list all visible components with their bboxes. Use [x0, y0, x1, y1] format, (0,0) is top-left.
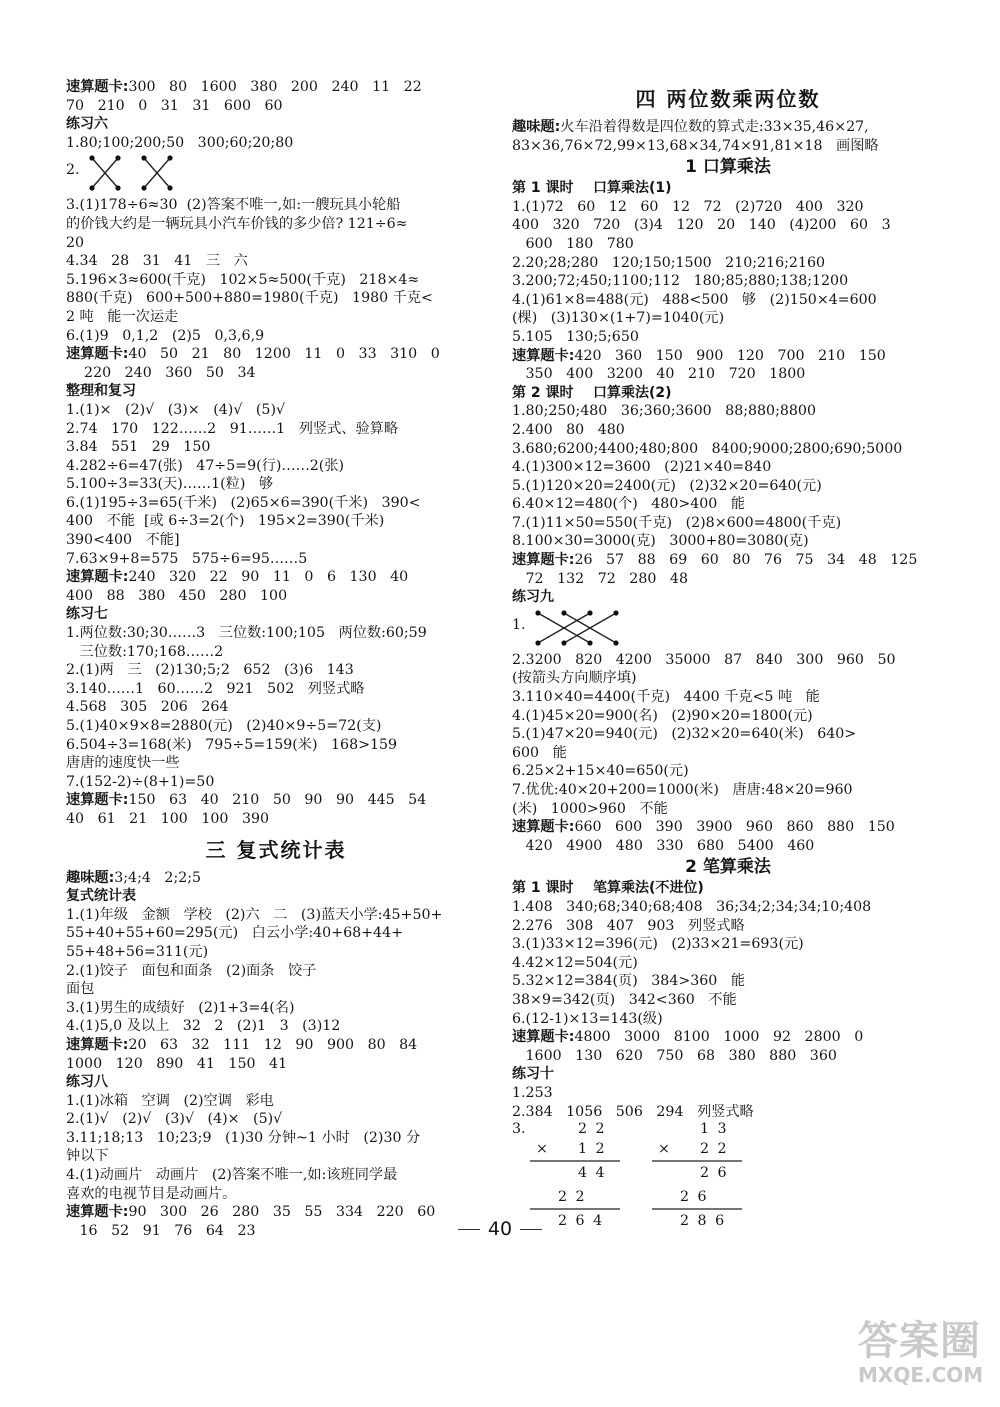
answer-line	[512, 532, 944, 551]
answer-line	[66, 252, 486, 271]
answer-line-text: 2.384 1056 506 294 列竖式略	[512, 1103, 754, 1120]
answer-line-lead: 速算题卡:	[66, 792, 129, 809]
answer-line	[66, 457, 486, 476]
answer-line	[512, 837, 944, 856]
answer-line	[512, 477, 944, 496]
answer-line-text: 20 63 32 111 12 90 900 80 84	[128, 1036, 418, 1053]
answer-line-text: 5.196×3≈600(千克) 102×5≈500(千克) 218×4≈	[66, 271, 420, 288]
answer-line-text: 16 52 91 76 64 23	[66, 1222, 256, 1239]
answer-line	[512, 725, 944, 744]
answer-line-text: 3.(1)178÷6≈30 (2)答案不唯一,如:一艘玩具小轮船	[66, 197, 401, 214]
answer-line	[66, 494, 486, 513]
answer-line-text: 1000 120 890 41 150 41	[66, 1055, 288, 1072]
answer-line-text: 600 180 780	[512, 235, 634, 252]
vertical-top: 2 2	[578, 1121, 607, 1138]
chapter-title: 三 复式统计表	[205, 837, 347, 862]
answer-line	[66, 512, 486, 531]
answer-line	[66, 1166, 486, 1185]
answer-line	[66, 661, 486, 680]
answer-line	[66, 401, 486, 420]
answer-line-text: 6.25×2+15×40=650(元)	[512, 763, 689, 780]
answer-line	[66, 1055, 486, 1074]
answer-line	[66, 698, 486, 717]
answer-line-text: 390<400 不能]	[66, 532, 180, 549]
answer-line	[512, 458, 944, 477]
answer-line	[66, 624, 486, 643]
answer-line	[512, 744, 944, 763]
answer-line-text: 2.74 170 122……2 91……1 列竖式、验算略	[66, 420, 399, 437]
item-number: 1.	[512, 616, 526, 633]
answer-line-text: 1.80;100;200;50 300;60;20;80	[66, 134, 294, 151]
answer-line-text: 3.(1)男生的成绩好 (2)1+3=4(名)	[66, 999, 295, 1016]
item-number: 2.	[66, 162, 80, 179]
answer-line-text: 7.优优:40×20+200=1000(米) 唐唐:48×20=960	[512, 782, 853, 798]
answer-line	[66, 475, 486, 494]
exercise-heading: 练习九	[512, 589, 554, 606]
exercise-heading: 练习六	[66, 116, 108, 133]
multiply-sign: ×	[658, 1141, 670, 1158]
answer-line	[66, 924, 486, 943]
answer-line	[512, 421, 944, 440]
answer-line-text: 4.34 28 31 41 三 六	[66, 253, 248, 270]
answer-line	[66, 438, 486, 457]
answer-line	[512, 781, 944, 800]
answer-line-text: 三位数:170;168……2	[66, 643, 224, 660]
answer-line	[66, 550, 486, 569]
answer-line	[66, 1185, 486, 1204]
answer-line-text: 火车沿着得数是四位数的算式走:33×35,46×27,	[560, 119, 869, 135]
vertical-p1: 2 6	[700, 1165, 729, 1182]
vertical-res: 2 8 6	[680, 1213, 727, 1230]
answer-line-text: 420 4900 480 330 680 5400 460	[512, 837, 815, 854]
answer-line-text: 5.(1)47×20=940(元) (2)32×20=640(米) 640>	[512, 726, 857, 743]
answer-line	[512, 272, 944, 291]
answer-line	[66, 943, 486, 962]
answer-line-text: 5.100÷3=33(天)……1(粒) 够	[66, 476, 274, 493]
answer-line-text: (棵) (3)130×(1+7)=1040(元)	[512, 310, 725, 327]
multiply-sign: ×	[536, 1141, 548, 1158]
exercise-heading: 第 2 课时 口算乘法(2)	[512, 384, 672, 401]
answer-line	[512, 669, 944, 688]
answer-line-text: 90 300 26 280 35 55 334 220 60	[128, 1204, 436, 1221]
answer-line	[66, 364, 486, 383]
answer-line-text: 83×36,76×72,99×13,68×34,74×91,81×18 画图略	[512, 137, 879, 154]
answer-line-text: 3.84 551 29 150	[66, 439, 211, 456]
answer-line-text: 1.408 340;68;340;68;408 36;34;2;34;34;10;408	[512, 898, 872, 915]
answer-line-text: 1.(1)年级 金额 学校 (2)六 二 (3)蓝天小学:45+50+	[66, 906, 443, 923]
answer-line	[66, 717, 486, 736]
answer-line-text: 3.200;72;450;1100;112 180;85;880;138;1200	[512, 273, 849, 290]
answer-line-text: 4.(1)动画片 动画片 (2)答案不唯一,如:该班同学最	[66, 1167, 398, 1184]
answer-line	[512, 1103, 944, 1122]
answer-line-text: 420 360 150 900 120 700 210 150	[574, 347, 886, 364]
answer-line-lead: 速算题卡:	[66, 346, 129, 363]
answer-line-text: 72 132 72 280 48	[512, 570, 688, 587]
answer-line	[66, 980, 486, 999]
watermark-logo	[858, 1318, 988, 1394]
answer-line	[66, 196, 486, 215]
answer-line	[512, 118, 944, 137]
exercise-heading: 第 1 课时 笔算乘法(不进位)	[512, 880, 704, 897]
answer-line	[512, 935, 944, 954]
answer-line-text: 400 88 380 450 280 100	[66, 587, 288, 604]
answer-line-text: 面包	[66, 981, 95, 998]
answer-line	[512, 762, 944, 781]
answer-line-text: 4.(1)61×8=488(元) 488<500 够 (2)150×4=600	[512, 291, 877, 308]
answer-line	[66, 1092, 486, 1111]
exercise-heading: 第 1 课时 口算乘法(1)	[512, 180, 672, 197]
answer-line-text: 220 240 360 50 34	[66, 364, 256, 381]
answer-line-text: 7.(152-2)÷(8+1)=50	[66, 773, 215, 790]
answer-line	[66, 587, 486, 606]
answer-line	[66, 327, 486, 346]
answer-line-lead: 速算题卡:	[512, 819, 575, 836]
vertical-mul: 2 2	[700, 1141, 729, 1158]
answer-line-lead: 速算题卡:	[66, 1036, 129, 1053]
answer-line	[512, 800, 944, 819]
answer-line-text: 3.11;18;13 10;23;9 (1)30 分钟~1 小时 (2)30 分	[66, 1129, 421, 1146]
answer-line	[66, 1129, 486, 1148]
answer-line	[66, 869, 486, 888]
answer-line	[66, 791, 486, 810]
answer-line-lead: 速算题卡:	[66, 1204, 129, 1221]
answer-line-text: 4.(1)5,0 及以上 32 2 (2)1 3 (3)12	[66, 1018, 341, 1035]
answer-line	[512, 291, 944, 310]
answer-line	[66, 1036, 486, 1055]
answer-line-lead: 速算题卡:	[66, 79, 129, 95]
answer-line	[512, 570, 944, 589]
answer-line	[512, 1047, 944, 1066]
vertical-p1: 4 4	[578, 1165, 607, 1182]
answer-line-text: 3;4;4 2;2;5	[114, 869, 202, 886]
answer-line-text: 40 50 21 80 1200 11 0 33 310 0	[128, 346, 440, 363]
page-number: 40	[0, 1218, 1000, 1240]
answer-line	[512, 137, 944, 156]
answer-line	[512, 551, 944, 570]
answer-line	[66, 215, 486, 234]
answer-line-text: 6.40×12=480(个) 480>400 能	[512, 496, 746, 513]
answer-line	[66, 568, 486, 587]
answer-line-text: 600 能	[512, 744, 567, 761]
answer-line-text: 4800 3000 8100 1000 92 2800 0	[574, 1029, 864, 1046]
answer-line	[512, 818, 944, 837]
section-title: 1 口算乘法	[685, 157, 771, 178]
answer-line-text: 3.140……1 60……2 921 502 列竖式略	[66, 680, 365, 697]
answer-line-text: 2.400 80 480	[512, 421, 625, 438]
answer-line-text: 6.(12-1)×13=143(级)	[512, 1010, 663, 1027]
answer-line	[66, 736, 486, 755]
answer-line-text: 26 57 88 69 60 80 76 75 34 48 125	[574, 552, 918, 569]
answer-line	[66, 531, 486, 550]
answer-line	[512, 1010, 944, 1029]
answer-line-lead: 趣味题:	[512, 119, 561, 135]
answer-line-lead: 趣味题:	[66, 869, 115, 886]
answer-line-text: 2.(1)饺子 面包和面条 (2)面条 饺子	[66, 962, 317, 979]
answer-line	[512, 235, 944, 254]
answer-line	[66, 773, 486, 792]
answer-line-text: 5.105 130;5;650	[512, 328, 639, 345]
answer-line	[512, 198, 944, 217]
answer-line-text: 1.两位数:30;30……3 三位数:100;105 两位数:60;59	[66, 625, 427, 642]
answer-line	[512, 440, 944, 459]
answer-line-text: 400 320 720 (3)4 120 20 140 (4)200 60 3	[512, 217, 891, 234]
answer-line-text: 4.(1)45×20=900(名) (2)90×20=1800(元)	[512, 707, 813, 724]
answer-line-text: 240 320 22 90 11 0 6 130 40	[128, 569, 409, 586]
answer-line	[66, 680, 486, 699]
answer-line-text: 5.(1)120×20=2400(元) (2)32×20=640(元)	[512, 477, 822, 494]
answer-line	[66, 810, 486, 829]
answer-line-text: 40 61 21 100 100 390	[66, 810, 270, 827]
answer-line-text: 5.32×12=384(页) 384>360 能	[512, 973, 746, 990]
answer-line-text: 6.(1)9 0,1,2 (2)5 0,3,6,9	[66, 327, 265, 344]
exercise-heading: 练习八	[66, 1074, 108, 1091]
answer-line	[66, 134, 486, 153]
answer-line	[512, 402, 944, 421]
answer-line-text: 70 210 0 31 31 600 60	[66, 97, 283, 114]
vertical-mul: 1 2	[578, 1141, 607, 1158]
answer-line	[512, 1084, 944, 1103]
answer-line-text: 喜欢的电视节目是动画片。	[66, 1185, 237, 1202]
vertical-res: 2 6 4	[558, 1213, 605, 1230]
exercise-heading: 练习七	[66, 606, 108, 623]
answer-line-text: 4.42×12=504(元)	[512, 954, 638, 971]
answer-line	[512, 917, 944, 936]
answer-line-text: 1.(1)× (2)√ (3)× (4)√ (5)√	[66, 401, 286, 418]
answer-line	[66, 643, 486, 662]
answer-line-text: 3.680;6200;4400;480;800 8400;9000;2800;690;5000	[512, 440, 903, 457]
answer-line-text: 2.(1)√ (2)√ (3)√ (4)× (5)√	[66, 1111, 283, 1128]
answer-line-text: 38×9=342(页) 342<360 不能	[512, 991, 737, 1008]
answer-line	[512, 365, 944, 384]
answer-line	[66, 289, 486, 308]
matching-exercise	[66, 152, 486, 196]
vertical-p2: 2 6	[680, 1189, 709, 1206]
answer-line	[66, 420, 486, 439]
answer-line-text: 55+40+55+60=295(元) 白云小学:40+68+44+	[66, 925, 403, 942]
answer-line-text: 6.504÷3=168(米) 795÷5=159(米) 168>159	[66, 736, 398, 753]
answer-line	[512, 898, 944, 917]
exercise-heading: 整理和复习	[66, 383, 136, 400]
answer-line-text: 55+48+56=311(元)	[66, 943, 209, 960]
answer-line	[66, 1110, 486, 1129]
answer-line	[512, 651, 944, 670]
matching-lines-diagram	[84, 152, 194, 196]
answer-line	[512, 309, 944, 328]
answer-line-text: 660 600 390 3900 960 860 880 150	[574, 819, 895, 836]
answer-line	[512, 347, 944, 366]
answer-line-text: 钟以下	[66, 1148, 109, 1165]
exercise-heading: 复式统计表	[66, 888, 136, 905]
answer-line-text: 6.(1)195÷3=65(千米) (2)65×6=390(千米) 390<	[66, 494, 421, 511]
answer-line	[66, 962, 486, 981]
answer-line-text: 3.110×40=4400(千克) 4400 千克<5 吨 能	[512, 689, 820, 706]
answer-line-lead: 速算题卡:	[66, 569, 129, 586]
answer-line	[512, 972, 944, 991]
answer-line-text: 5.(1)40×9×8=2880(元) (2)40×9÷5=72(支)	[66, 718, 382, 734]
answer-line	[512, 991, 944, 1010]
vertical-top: 1 3	[700, 1121, 729, 1138]
answer-line	[512, 688, 944, 707]
answer-line-text: 1.80;250;480 36;360;3600 88;880;8800	[512, 403, 816, 420]
answer-line	[512, 707, 944, 726]
answer-line-text: 4.(1)300×12=3600 (2)21×40=840	[512, 459, 772, 476]
answer-line-text: 的价钱大约是一辆玩具小汽车价钱的多少倍? 121÷6≈	[66, 215, 408, 232]
answer-line	[66, 999, 486, 1018]
exercise-heading: 练习十	[512, 1066, 554, 1083]
answer-line	[512, 495, 944, 514]
answer-line-text: 300 80 1600 380 200 240 11 22	[128, 79, 422, 95]
answer-line-text: 2.276 308 407 903 列竖式略	[512, 917, 745, 934]
chapter-title: 四 两位数乘两位数	[635, 87, 821, 111]
answer-line-text: 1600 130 620 750 68 380 880 360	[512, 1047, 837, 1064]
answer-line-lead: 速算题卡:	[512, 1029, 575, 1046]
answer-line	[512, 514, 944, 533]
answer-line-text: 880(千克) 600+500+880=1980(千克) 1980 千克<	[66, 290, 433, 307]
answer-line-text: 4.282÷6=47(张) 47÷5=9(行)……2(张)	[66, 457, 345, 474]
answer-line-text: 2.3200 820 4200 35000 87 840 300 960 50	[512, 651, 896, 668]
answer-line-text: 150 63 40 210 50 90 90 445 54	[128, 792, 427, 809]
answer-line-text: 唐唐的速度快一些	[66, 755, 180, 772]
vertical-p2: 2 2	[558, 1189, 587, 1206]
answer-line	[66, 308, 486, 327]
answer-line-text: 4.568 305 206 264	[66, 699, 229, 716]
answer-line	[66, 234, 486, 253]
answer-line-text: (按箭头方向顺序填)	[512, 670, 637, 687]
answer-line-text: 1.253	[512, 1084, 553, 1101]
watermark-url: MXQE.COM	[858, 1363, 984, 1387]
matching-lines-diagram	[530, 607, 640, 651]
left-column	[66, 78, 486, 1240]
answer-line-text: 1.(1)冰箱 空调 (2)空调 彩电	[66, 1092, 274, 1109]
item-number: 3.	[512, 1121, 526, 1138]
answer-line	[512, 954, 944, 973]
answer-line-text: 2.20;28;280 120;150;1500 210;216;2160	[512, 254, 825, 271]
answer-line-text: (米) 1000>960 不能	[512, 800, 668, 817]
answer-line-text: 8.100×30=3000(克) 3000+80=3080(克)	[512, 533, 809, 550]
answer-line-text: 7.63×9+8=575 575÷6=95……5	[66, 550, 308, 567]
answer-line-text: 350 400 3200 40 210 720 1800	[512, 366, 806, 383]
answer-line	[512, 1028, 944, 1047]
watermark-logo-text: 答案圈	[858, 1318, 981, 1364]
answer-line	[512, 254, 944, 273]
answer-line-text: 2.(1)两 三 (2)130;5;2 652 (3)6 143	[66, 662, 354, 679]
answer-line-text: 2 吨 能一次运走	[66, 308, 179, 325]
answer-line	[66, 1017, 486, 1036]
answer-line	[66, 754, 486, 773]
answer-line-text: 1.(1)72 60 12 60 12 72 (2)720 400 320	[512, 198, 864, 215]
answer-line-lead: 速算题卡:	[512, 347, 575, 364]
answer-line-text: 7.(1)11×50=550(千克) (2)8×600=4800(千克)	[512, 514, 842, 531]
answer-line	[512, 216, 944, 235]
answer-line-text: 3.(1)33×12=396(元) (2)33×21=693(元)	[512, 936, 804, 953]
answer-line-text: 400 不能 [或 6÷3=2(个) 195×2=390(千米)	[66, 513, 385, 530]
answer-line	[512, 328, 944, 347]
answer-line	[66, 271, 486, 290]
section-title: 2 笔算乘法	[685, 857, 771, 878]
answer-line	[66, 906, 486, 925]
answer-line-text: 20	[66, 234, 85, 251]
right-column	[512, 78, 944, 1239]
answer-line	[66, 1147, 486, 1166]
matching-exercise	[512, 607, 944, 651]
answer-line	[66, 97, 486, 116]
answer-line-lead: 速算题卡:	[512, 552, 575, 569]
answer-line	[66, 345, 486, 364]
answer-line	[66, 78, 486, 97]
